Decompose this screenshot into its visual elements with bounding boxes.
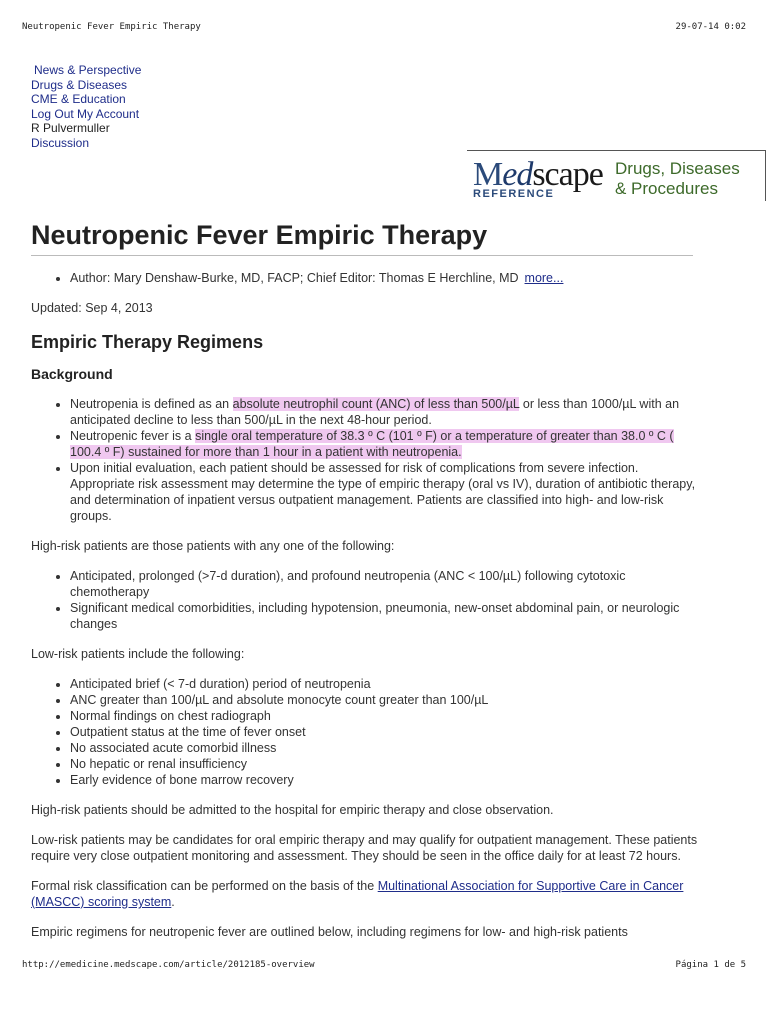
- nav-cme-link[interactable]: CME & Education: [31, 92, 126, 106]
- print-footer-url: http://emedicine.medscape.com/article/2012185-overview: [22, 960, 315, 970]
- formal-risk-paragraph: Formal risk classification can be performed on the basis of the Multinational Association for Supportive Care in Cancer (MASCC) scoring system.: [31, 879, 684, 909]
- list-item: • No associated acute comorbid illness: [70, 740, 701, 756]
- nav-username: R Pulvermuller: [31, 121, 110, 135]
- list-item: • Neutropenia is defined as an absolute neutrophil count (ANC) of less than 500/µL or less than 1000/µL with an anticipated decline to less than 500/µL in the next 48-hour period.: [70, 396, 701, 428]
- low-risk-paragraph: Low-risk patients may be candidates for oral empiric therapy and may qualify for outpatient management. These patients require very close outpatient monitoring and assessment. They should be seen in the office daily for at least 72 hours.: [31, 833, 698, 863]
- logo-wordmark: Medscape: [473, 156, 603, 193]
- high-risk-list: [31, 568, 701, 632]
- subsection-title: Background: [31, 366, 113, 382]
- print-header: [22, 22, 746, 32]
- print-footer: [22, 960, 746, 970]
- mascc-link[interactable]: Multinational Association for Supportive Care in Cancer (MASCC) scoring system: [31, 879, 684, 909]
- print-header-datetime: 29-07-14 0:02: [675, 22, 746, 32]
- nav-discussion-link[interactable]: Discussion: [31, 135, 90, 150]
- print-header-title: Neutropenic Fever Empiric Therapy: [22, 22, 201, 32]
- list-item: • Outpatient status at the time of fever onset: [70, 724, 701, 740]
- high-risk-intro: High-risk patients are those patients with any one of the following:: [31, 539, 395, 553]
- list-item: • Anticipated brief (< 7-d duration) period of neutropenia: [70, 676, 701, 692]
- article-content: [31, 270, 701, 940]
- highlight: single oral temperature of 38.3 º C (101 º F) or a temperature of greater than 38.0 º C ( 100.4 º F) sustained for more than 1 hour in a patient with neutropenia.: [70, 429, 674, 459]
- medscape-reference-logo[interactable]: [467, 150, 766, 201]
- author-more-link[interactable]: more...: [524, 271, 564, 285]
- high-risk-paragraph: High-risk patients should be admitted to the hospital for empiric therapy and close observation.: [31, 803, 554, 817]
- nav-logout-link[interactable]: Log Out My Account: [31, 106, 140, 121]
- list-item: • Significant medical comorbidities, including hypotension, pneumonia, new-onset abdominal pain, or neurologic changes: [70, 600, 701, 632]
- nav-drugs-link[interactable]: Drugs & Diseases: [31, 77, 128, 92]
- list-item: • Upon initial evaluation, each patient should be assessed for risk of complications from severe infection. Appropriate risk assessment may determine the type of empiric therapy (oral vs IV), duration of antibiotic therapy, and determination of inpatient versus outpatient management. Patients are classified into high- and low-risk groups.: [70, 460, 701, 524]
- print-footer-page: Página 1 de 5: [675, 960, 746, 970]
- list-item: • Neutropenic fever is a single oral temperature of 38.3 º C (101 º F) or a temperature of greater than 38.0 º C ( 100.4 º F) sustained for more than 1 hour in a patient with neutropenia.: [70, 428, 701, 460]
- updated-date: Updated: Sep 4, 2013: [31, 301, 153, 315]
- list-item: • Early evidence of bone marrow recovery: [70, 772, 701, 788]
- logo-reference-text: REFERENCE: [473, 188, 555, 200]
- list-item: • ANC greater than 100/µL and absolute monocyte count greater than 100/µL: [70, 692, 701, 708]
- top-nav: [31, 63, 141, 150]
- background-list: [31, 396, 701, 524]
- low-risk-list: [31, 676, 701, 788]
- list-item: • No hepatic or renal insufficiency: [70, 756, 701, 772]
- list-item: • Normal findings on chest radiograph: [70, 708, 701, 724]
- author-list: [31, 270, 701, 286]
- highlight: absolute neutrophil count (ANC) of less than 500/µL: [232, 397, 520, 411]
- logo-tagline: Drugs, Diseases & Procedures: [615, 159, 740, 198]
- page-title: Neutropenic Fever Empiric Therapy: [31, 220, 693, 256]
- author-line: • Author: Mary Denshaw-Burke, MD, FACP; Chief Editor: Thomas E Herchline, MD more...: [70, 270, 701, 286]
- low-risk-intro: Low-risk patients include the following:: [31, 647, 245, 661]
- regimens-paragraph: Empiric regimens for neutropenic fever are outlined below, including regimens for low- and high-risk patients: [31, 925, 628, 939]
- list-item: • Anticipated, prolonged (>7-d duration), and profound neutropenia (ANC < 100/µL) following cytotoxic chemotherapy: [70, 568, 701, 600]
- nav-news-link[interactable]: News & Perspective: [34, 63, 142, 77]
- section-title: Empiric Therapy Regimens: [31, 332, 264, 352]
